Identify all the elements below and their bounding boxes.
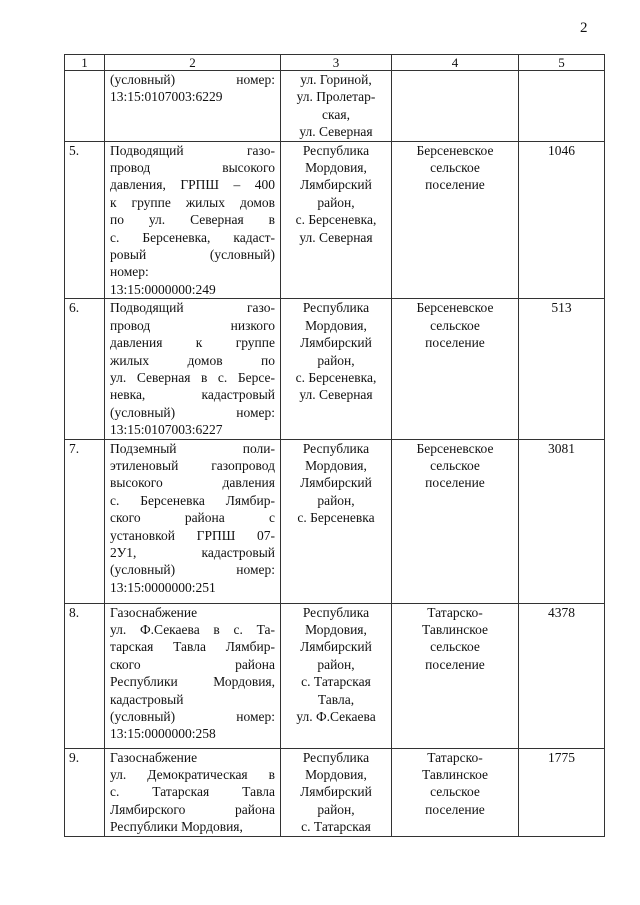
property-table — [64, 54, 605, 837]
cell-text-line: Лямбирский — [300, 475, 372, 491]
cell-text-line: район, — [317, 656, 355, 672]
cell-text-line: кадастровый — [110, 691, 184, 707]
cell-text-line: Татарско- — [427, 749, 483, 765]
cell-text-line: провод высокого — [110, 160, 275, 176]
cell-text-line: 13:15:0107003:6227 — [110, 422, 223, 438]
cell-text-line: с. Татарская Тавла — [110, 784, 275, 800]
cell-text-line: Республика — [302, 440, 370, 456]
page-number: 2 — [580, 20, 588, 36]
municipality-cell — [392, 603, 519, 748]
cell-text-line: сельское — [430, 457, 480, 473]
cell-text-line: ского района с — [110, 510, 275, 526]
row-number-cell — [65, 299, 105, 439]
cell-text-line: Газоснабжение — [110, 749, 198, 765]
cell-text-line: Мордовия, — [305, 160, 367, 176]
cell-text-line: (условный) номер: — [110, 562, 275, 578]
cell-text-line: Республика — [302, 300, 370, 316]
cell-text-line: установкой ГРПШ 07- — [110, 527, 275, 543]
cell-text-line: поселение — [425, 177, 485, 193]
cell-text-line: с. Татарская — [301, 674, 371, 690]
cell-text-line: Тавла, — [317, 691, 355, 707]
table-row — [65, 141, 605, 299]
table-row — [65, 299, 605, 439]
cell-text-line: сельское — [430, 317, 480, 333]
row-number: 9. — [69, 749, 80, 765]
municipality-cell — [392, 299, 519, 439]
cell-text-line: жилых домов по — [110, 352, 275, 368]
cell-text-line: 13:15:0000000:258 — [110, 726, 216, 742]
address-cell — [281, 748, 392, 836]
cell-text-line: с. Берсеневка, — [295, 369, 377, 385]
row-number-cell — [65, 439, 105, 603]
address-cell — [281, 603, 392, 748]
cell-text-line: этиленовый газопровод — [110, 457, 275, 473]
table-row — [65, 603, 605, 748]
cell-text-line: Татарско- — [427, 604, 483, 620]
object-name-cell — [105, 439, 281, 603]
cell-text-line: ул. Гориной, — [300, 72, 372, 87]
cell-text-line: ровый (условный) — [110, 247, 275, 263]
object-name-cell — [105, 748, 281, 836]
row-number: 7. — [69, 440, 80, 456]
cell-text-line: Мордовия, — [305, 621, 367, 637]
cell-text-line: поселение — [425, 656, 485, 672]
length-value: 1775 — [548, 749, 575, 765]
cell-text-line: Мордовия, — [305, 457, 367, 473]
cell-text-line: (условный) номер: — [110, 404, 275, 420]
length-value: 3081 — [548, 440, 575, 456]
length-cell — [519, 603, 605, 748]
cell-text-line: ского района — [110, 656, 275, 672]
object-name-cell — [105, 603, 281, 748]
cell-text-line: ул. Пролетар- — [296, 89, 376, 105]
cell-text-line: Берсеневское — [416, 142, 494, 158]
cell-text-line: район, — [317, 801, 355, 817]
cell-text-line: поселение — [425, 475, 485, 491]
cell-text-line: Лямбирский — [300, 639, 372, 655]
cell-text-line: ул. Ф.Секаева в с. Та- — [110, 621, 275, 637]
cell-text-line: (условный) номер: — [110, 72, 275, 87]
length-cell — [519, 141, 605, 299]
cell-text-line: Лямбирский — [300, 177, 372, 193]
cell-text-line: по ул. Северная в — [110, 212, 275, 228]
cell-text-line: поселение — [425, 335, 485, 351]
row-number: 8. — [69, 604, 80, 620]
cell-text-line: к группе жилых домов — [110, 194, 275, 210]
cell-text-line: Мордовия, — [305, 317, 367, 333]
cell-text-line: номер: — [110, 264, 149, 280]
cell-text-line: Лямбирский — [300, 784, 372, 800]
column-header: 5 — [519, 55, 605, 71]
address-cell — [281, 141, 392, 299]
table-row — [65, 439, 605, 603]
cell-text-line: ская, — [322, 106, 350, 122]
cell-text-line: давления к группе — [110, 335, 275, 351]
cell-text-line: с. Берсеневка — [297, 510, 375, 526]
municipality-cell — [392, 141, 519, 299]
column-header: 1 — [65, 55, 105, 71]
cell-text-line: невка, кадастровый — [110, 387, 275, 403]
row-number-cell — [65, 71, 105, 142]
object-name-cell — [105, 141, 281, 299]
cell-text-line: сельское — [430, 784, 480, 800]
cell-text-line: ул. Северная — [299, 124, 373, 140]
length-value: 513 — [551, 300, 572, 316]
table-row — [65, 748, 605, 836]
column-header: 3 — [281, 55, 392, 71]
cell-text-line: высокого давления — [110, 475, 275, 491]
cell-text-line: Лямбирского района — [110, 801, 275, 817]
cell-text-line: с. Берсеневка, — [295, 212, 377, 228]
cell-text-line: сельское — [430, 160, 480, 176]
row-number-cell — [65, 603, 105, 748]
row-number-cell — [65, 748, 105, 836]
cell-text-line: район, — [317, 194, 355, 210]
length-cell — [519, 439, 605, 603]
cell-text-line: Республики Мордовия, — [110, 674, 275, 690]
cell-text-line: Берсеневское — [416, 300, 494, 316]
cell-text-line: Газоснабжение — [110, 604, 198, 620]
object-name-cell — [105, 71, 281, 142]
cell-text-line: давления, ГРПШ – 400 — [110, 177, 275, 193]
cell-text-line: район, — [317, 492, 355, 508]
row-number-cell — [65, 141, 105, 299]
address-cell — [281, 71, 392, 142]
column-header: 4 — [392, 55, 519, 71]
cell-text-line: Республика — [302, 749, 370, 765]
length-cell — [519, 299, 605, 439]
cell-text-line: Тавлинское — [421, 621, 489, 637]
cell-text-line: 13:15:0107003:6229 — [110, 89, 223, 105]
cell-text-line: ул. Северная в с. Берсе- — [110, 369, 275, 385]
cell-text-line: Подводящий газо- — [110, 300, 275, 316]
cell-text-line: Берсеневское — [416, 440, 494, 456]
cell-text-line: (условный) номер: — [110, 708, 275, 724]
length-value: 1046 — [548, 142, 575, 158]
cell-text-line: Подводящий газо- — [110, 142, 275, 158]
cell-text-line: Республики Мордовия, — [110, 819, 243, 835]
cell-text-line: Республика — [302, 604, 370, 620]
cell-text-line: Мордовия, — [305, 766, 367, 782]
cell-text-line: поселение — [425, 801, 485, 817]
length-value: 4378 — [548, 604, 575, 620]
cell-text-line: 13:15:0000000:251 — [110, 579, 216, 595]
cell-text-line: тарская Тавла Лямбир- — [110, 639, 275, 655]
row-number: 6. — [69, 300, 80, 316]
cell-text-line: сельское — [430, 639, 480, 655]
length-cell — [519, 71, 605, 142]
column-header-row — [65, 55, 605, 71]
cell-text-line: район, — [317, 352, 355, 368]
cell-text-line: Подземный поли- — [110, 440, 275, 456]
length-cell — [519, 748, 605, 836]
municipality-cell — [392, 748, 519, 836]
cell-text-line: с. Берсеневка, кадаст- — [110, 229, 275, 245]
cell-text-line: Лямбирский — [300, 335, 372, 351]
cell-text-line: ул. Северная — [299, 387, 373, 403]
cell-text-line: ул. Северная — [299, 229, 373, 245]
object-name-cell — [105, 299, 281, 439]
cell-text-line: провод низкого — [110, 317, 275, 333]
cell-text-line: с. Берсеневка Лямбир- — [110, 492, 275, 508]
cell-text-line: ул. Ф.Секаева — [296, 708, 376, 724]
column-header: 2 — [105, 55, 281, 71]
address-cell — [281, 299, 392, 439]
cell-text-line: Тавлинское — [421, 766, 489, 782]
address-cell — [281, 439, 392, 603]
cell-text-line: ул. Демократическая в — [110, 766, 275, 782]
municipality-cell — [392, 71, 519, 142]
cell-text-line: с. Татарская — [301, 819, 371, 835]
row-number: 5. — [69, 142, 80, 158]
cell-text-line: 2У1, кадастровый — [110, 544, 275, 560]
cell-text-line: Республика — [302, 142, 370, 158]
cell-text-line: 13:15:0000000:249 — [110, 281, 216, 297]
table-row — [65, 71, 605, 142]
municipality-cell — [392, 439, 519, 603]
